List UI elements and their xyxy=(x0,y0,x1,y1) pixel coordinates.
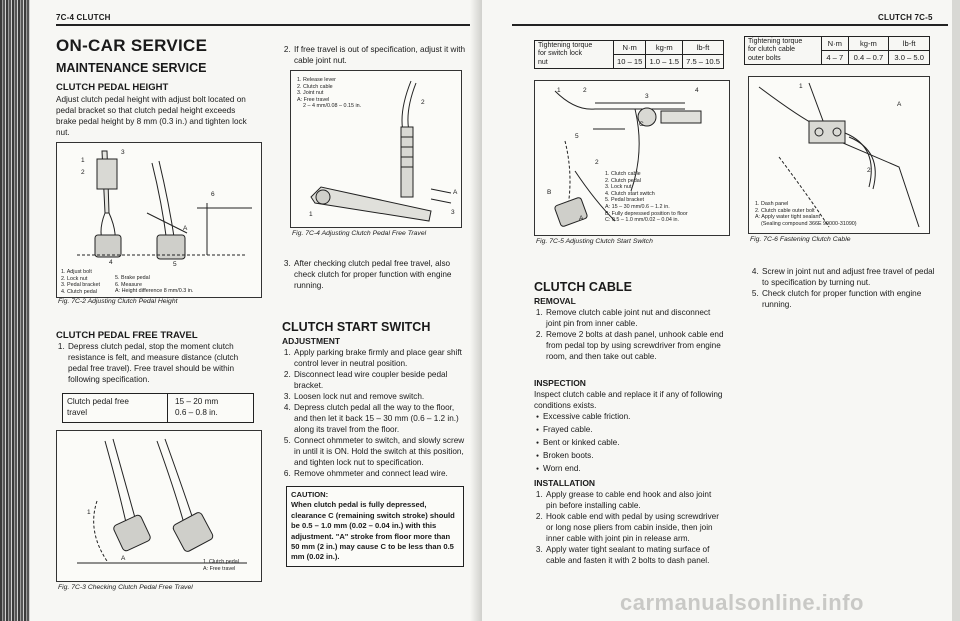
book-spine xyxy=(0,0,30,621)
free-travel-spec-box xyxy=(62,393,254,423)
figure-legend: 1. Clutch cable 2. Clutch pedal 3. Lock nut 4. Clutch start switch 5. Pedal bracket A: 15 – 30 mm/0.6 – 1.2 in. B: Fully depressed position to floor C: 0.5 – 1.0 mm/0.02 – 0.04 in. xyxy=(605,171,688,224)
free-travel-heading: CLUTCH PEDAL FREE TRAVEL xyxy=(56,330,198,341)
callout-4: 4 xyxy=(109,259,113,266)
watermark: carmanualsonline.info xyxy=(620,590,864,615)
figure-legend: 1. Adjust bolt 2. Lock nut 3. Pedal bracket 4. Clutch pedal xyxy=(61,269,100,295)
inspection-heading: INSPECTION xyxy=(534,378,586,388)
figure-fastening-cable xyxy=(748,76,930,234)
callout-5: 5 xyxy=(173,261,177,268)
callout-1: 1 xyxy=(557,87,561,94)
adjustment-heading: ADJUSTMENT xyxy=(282,336,341,346)
figure-caption: Fig. 7C-6 Fastening Clutch Cable xyxy=(750,236,851,243)
caution-text: When clutch pedal is fully depressed, clearance C (remaining switch stroke) should be 0.5 – 1.0 mm (0.02 – 0.04 in.) with this adjustment. "A" stroke from floor more than 50 mm (2 in.) may cause C to be less than 0.5 mm (0.02 in.). xyxy=(291,500,455,562)
callout-2: 2 xyxy=(81,169,85,176)
callout-A: A xyxy=(453,189,458,196)
section-subtitle: MAINTENANCE SERVICE xyxy=(56,61,207,75)
free-travel-step-1: 1. Depress clutch pedal, stop the moment clutch resistance is felt, and measure distance (clutch pedal free travel). Free travel should be within following specification. xyxy=(56,341,256,385)
callout-A: A xyxy=(897,101,902,108)
caution-box xyxy=(286,486,464,567)
callout-A: A xyxy=(579,215,584,222)
right-page xyxy=(482,0,960,621)
final-steps: 4. Screw in joint nut and adjust free travel of pedal to specification by turning nut. 5. Check clutch for proper function with engine running. xyxy=(750,266,940,310)
page-edge xyxy=(952,0,960,621)
callout-A: A xyxy=(121,555,126,562)
spec-label-line-1: Clutch pedal free xyxy=(67,397,129,406)
callout-1: 1 xyxy=(87,509,91,516)
callout-3: 3 xyxy=(645,93,649,100)
inspection-text: Inspect clutch cable and replace it if any of following conditions exists. xyxy=(534,390,723,410)
callout-1: 1 xyxy=(309,211,313,218)
switch-lock-nut-torque-table: Tightening torque for switch lock nut N·m kg-m lb-ft 10 – 15 1.0 – 1.5 7.5 – 10.5 xyxy=(534,40,724,69)
callout-1: 1 xyxy=(799,83,803,90)
callout-C: C xyxy=(639,121,644,128)
figure-joint-nut xyxy=(290,70,462,228)
figure-caption: Fig. 7C-5 Adjusting Clutch Start Switch xyxy=(536,238,653,245)
figure-legend: 1. Release lever 2. Clutch cable 3. Joint nut A: Free travel 2 – 4 mm/0.08 – 0.15 in. xyxy=(297,77,362,110)
callout-2: 2 xyxy=(583,87,587,94)
caution-title: CAUTION: xyxy=(291,490,329,499)
callout-4: 4 xyxy=(695,87,699,94)
header-rule xyxy=(512,24,948,26)
callout-2b: 2 xyxy=(595,159,599,166)
removal-steps: 1. Remove clutch cable joint nut and disconnect joint pin from inner cable. 2. Remove 2 bolts at dash panel, unhook cable end from pedal top by using screwdriver from engine room, and then take out cable. xyxy=(534,307,724,362)
callout-5: 5 xyxy=(575,133,579,140)
figure-start-switch xyxy=(534,80,730,236)
section-title: ON-CAR SERVICE xyxy=(56,36,208,55)
callout-3: 3 xyxy=(451,209,455,216)
figure-free-travel xyxy=(56,430,262,582)
figure-caption: Fig. 7C-2 Adjusting Clutch Pedal Height xyxy=(58,298,178,305)
spec-value-mm: 15 – 20 mm xyxy=(175,397,219,406)
callout-2: 2 xyxy=(867,167,871,174)
torque-label: Tightening torque for clutch cable outer bolts xyxy=(745,37,822,65)
figure-legend: 1. Clutch pedal A: Free travel xyxy=(203,559,239,572)
clutch-cable-heading: CLUTCH CABLE xyxy=(534,280,632,294)
adjustment-steps: 1. Apply parking brake firmly and place gear shift control lever in neutral position. 2. Disconnect lead wire coupler beside pedal bracket. 3. Loosen lock nut and remove switch. 4. Depress clutch pedal all the way to the floor, and then let it back 15 – 30 mm (0.6 – 1.2 in.) along its travel from the floor. 5. Connect ohmmeter to switch, and slowly screw in until it is ON. Hold the switch at this position, and tighten lock nut to specification. 6. Remove ohmmeter and connect lead wire. xyxy=(282,347,468,479)
installation-heading: INSTALLATION xyxy=(534,478,596,488)
free-travel-step-2: 2. If free travel is out of specification, adjust it with cable joint nut. xyxy=(282,44,468,66)
figure-legend: 1. Dash panel 2. Clutch cable outer bolt A: Apply water tight sealant (Sealing compound 366E 99000-31090) xyxy=(755,201,857,227)
figure-legend-2: 5. Brake pedal 6. Measure A: Height difference 8 mm/0.3 in. xyxy=(115,275,194,295)
header-rule xyxy=(56,24,470,26)
callout-6: 6 xyxy=(211,191,215,198)
free-travel-step-3: 3. After checking clutch pedal free travel, also check clutch for proper function with engine running. xyxy=(282,258,468,291)
removal-heading: REMOVAL xyxy=(534,296,576,306)
installation-steps: 1. Apply grease to cable end hook and also joint pin before installing cable. 2. Hook cable end with pedal by using screwdriver or long nose pliers from cabin inside, then join inner cable with joint pin in release arm. 3. Apply water tight sealant to mating surface of cable and fasten it with 2 bolts to dash panel. xyxy=(534,489,724,566)
pedal-height-text: Adjust clutch pedal height with adjust bolt located on pedal bracket so that clutch pedal height exceeds brake pedal height by 8 mm (0.3 in.) and tighten lock nut. xyxy=(56,95,247,137)
start-switch-heading: CLUTCH START SWITCH xyxy=(282,320,431,334)
callout-2: 2 xyxy=(421,99,425,106)
spec-value-in: 0.6 – 0.8 in. xyxy=(175,408,218,417)
right-page-header: CLUTCH 7C-5 xyxy=(878,13,933,22)
figure-caption: Fig. 7C-4 Adjusting Clutch Pedal Free Travel xyxy=(292,230,427,237)
callout-B: B xyxy=(547,189,552,196)
callout-A: A xyxy=(183,225,188,232)
torque-label: Tightening torque for switch lock nut xyxy=(535,41,614,69)
left-page-header: 7C-4 CLUTCH xyxy=(56,13,111,22)
pedal-height-heading: CLUTCH PEDAL HEIGHT xyxy=(56,82,169,93)
figure-caption: Fig. 7C-3 Checking Clutch Pedal Free Travel xyxy=(58,584,193,591)
figure-pedal-height xyxy=(56,142,262,298)
cable-outer-bolts-torque-table: Tightening torque for clutch cable outer bolts N·m kg-m lb-ft 4 – 7 0.4 – 0.7 3.0 – 5.0 xyxy=(744,36,930,65)
spec-label-line-2: travel xyxy=(67,408,88,417)
callout-1: 1 xyxy=(81,157,85,164)
callout-3: 3 xyxy=(121,149,125,156)
inspection-list: ● Excessive cable friction. ● Frayed cable. ● Bent or kinked cable. ● Broken boots. ● Worn end. xyxy=(534,411,724,476)
